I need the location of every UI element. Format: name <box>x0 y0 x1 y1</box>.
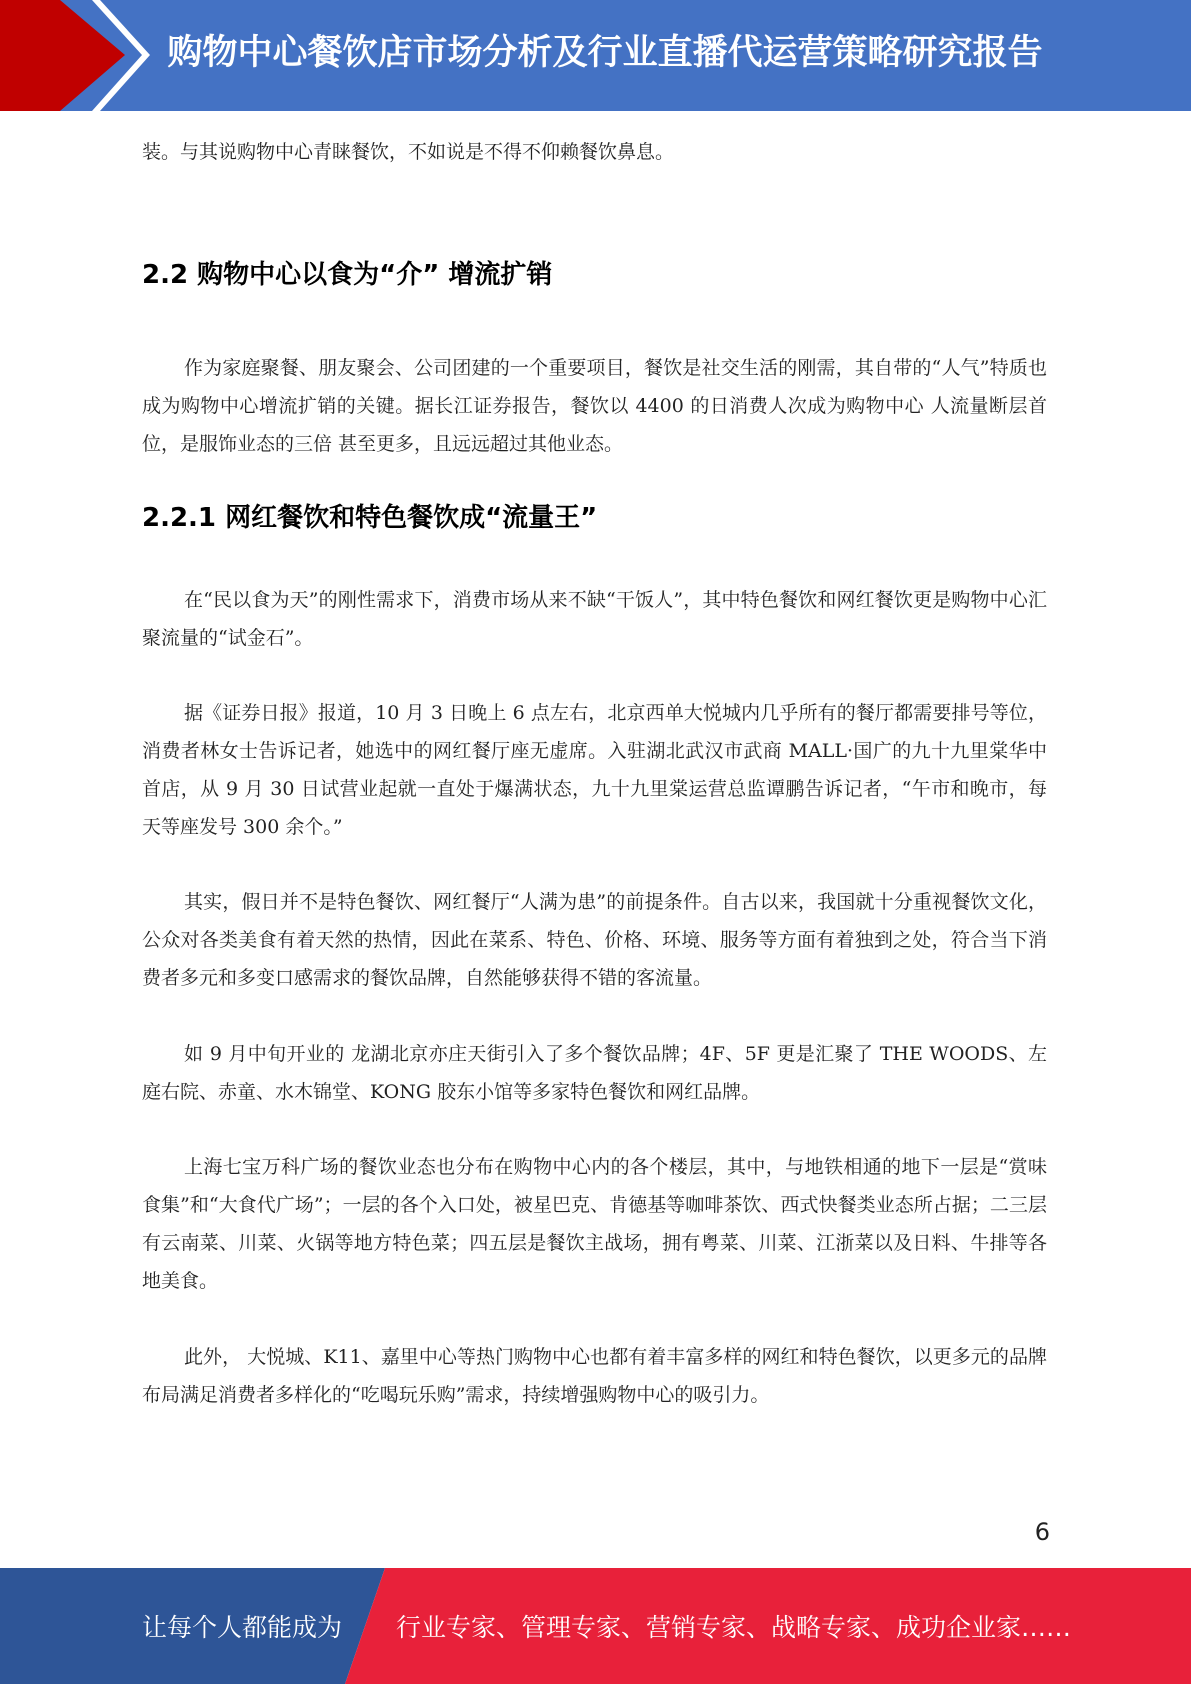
section-heading-2-2: 2.2 购物中心以食为“介” 增流扩销 <box>142 260 553 290</box>
section-heading-2-2-1: 2.2.1 网红餐饮和特色餐饮成“流量王” <box>142 503 598 533</box>
paragraph-2: 在“民以食为天”的刚性需求下，消费市场从来不缺“干饭人”，其中特色餐饮和网红餐饮更是购物中心汇聚流量的“试金石”。 <box>142 589 1047 649</box>
page-header <box>0 0 1191 111</box>
paragraph-6: 上海七宝万科广场的餐饮业态也分布在购物中心内的各个楼层，其中，与地铁相通的地下一层是“赏味食集”和“大食代广场”；一层的各个入口处，被星巴克、肯德基等咖啡茶饮、西式快餐类业态所占据；二三层有云南菜、川菜、火锅等地方特色菜；四五层是餐饮主战场，拥有粤菜、川菜、江浙菜以及日料、牛排等各地美食。 <box>142 1156 1047 1292</box>
page-footer <box>0 1568 1191 1684</box>
footer-slogan-left: 让每个人都能成为 <box>142 1613 343 1642</box>
report-title: 购物中心餐饮店市场分析及行业直播代运营策略研究报告 <box>167 33 1043 73</box>
paragraph-continued: 装。与其说购物中心青睐餐饮，不如说是不得不仰赖餐饮鼻息。 <box>142 141 675 163</box>
paragraph-1: 作为家庭聚餐、朋友聚会、公司团建的一个重要项目，餐饮是社交生活的刚需，其自带的“人气”特质也成为购物中心增流扩销的关键。据长江证券报告，餐饮以 4400 的日消费人次成为购物中心 人流量断层首位，是服饰业态的三倍 甚至更多，且远远超过其他业态。 <box>142 357 1047 455</box>
footer-slogan-right: 行业专家、管理专家、营销专家、战略专家、成功企业家…… <box>396 1613 1072 1642</box>
paragraph-5: 如 9 月中旬开业的 龙湖北京亦庄天街引入了多个餐饮品牌；4F、5F 更是汇聚了 THE WOODS、左庭右院、赤童、水木锦堂、KONG 胶东小馆等多家特色餐饮和网红品牌。 <box>142 1043 1047 1103</box>
paragraph-4: 其实，假日并不是特色餐饮、网红餐厅“人满为患”的前提条件。自古以来，我国就十分重视餐饮文化，公众对各类美食有着天然的热情，因此在菜系、特色、价格、环境、服务等方面有着独到之处，符合当下消费者多元和多变口感需求的餐饮品牌，自然能够获得不错的客流量。 <box>142 891 1047 989</box>
page-number: 6 <box>1034 1518 1050 1546</box>
paragraph-3: 据《证券日报》报道，10 月 3 日晚上 6 点左右，北京西单大悦城内几乎所有的餐厅都需要排号等位，消费者林女士告诉记者，她选中的网红餐厅座无虚席。入驻湖北武汉市武商 MALL·国广的九十九里棠华中首店，从 9 月 30 日试营业起就一直处于爆满状态，九十九里棠运营总监谭鹏告诉记者，“午市和晚市，每天等座发号 300 余个。” <box>142 702 1047 838</box>
paragraph-7: 此外， 大悦城、K11、嘉里中心等热门购物中心也都有着丰富多样的网红和特色餐饮，以更多元的品牌布局满足消费者多样化的“吃喝玩乐购”需求，持续增强购物中心的吸引力。 <box>142 1346 1047 1406</box>
